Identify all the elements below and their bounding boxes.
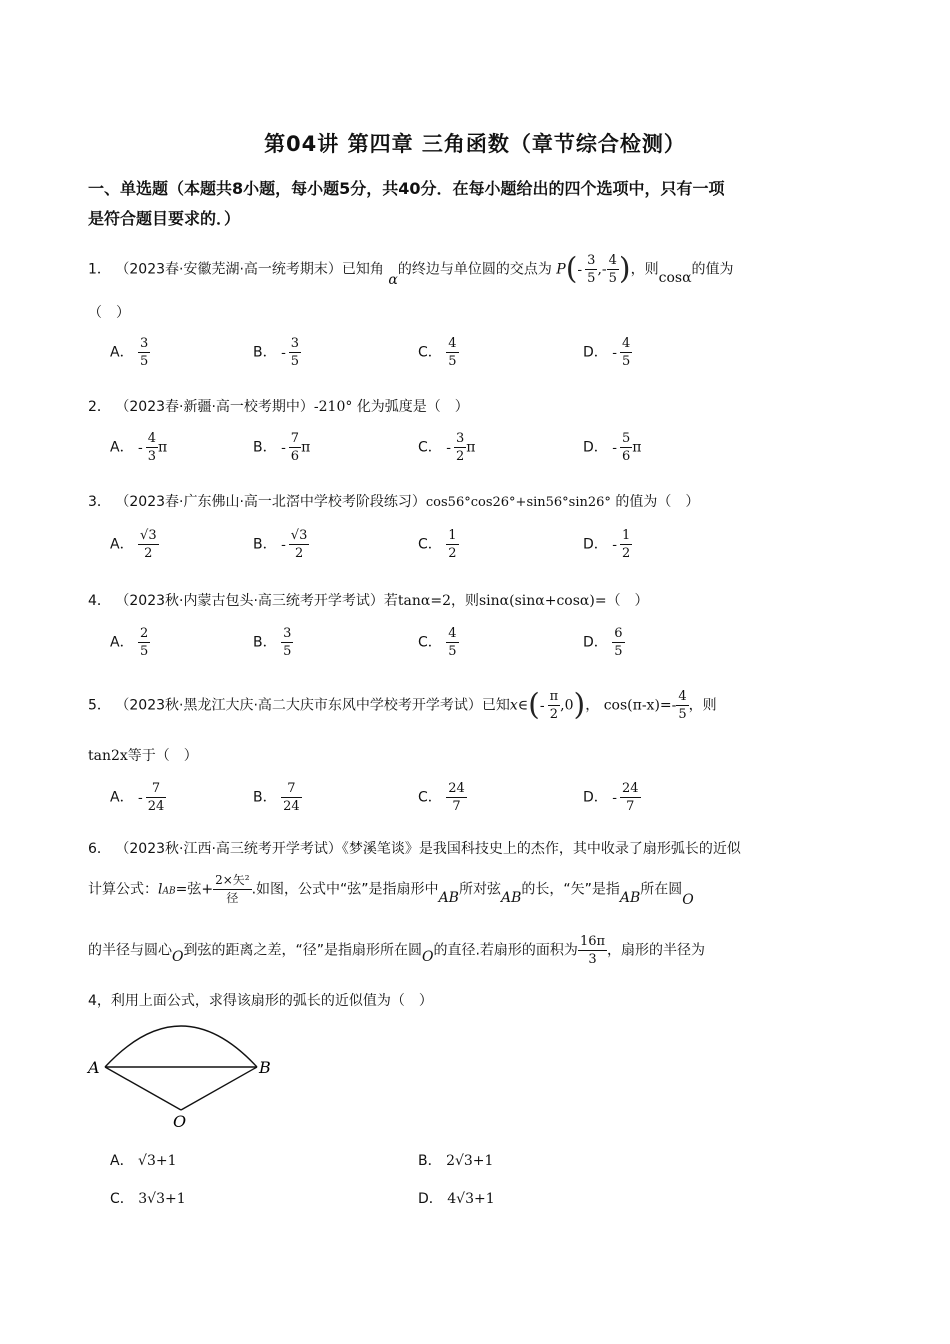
option-d: D． $\frac{6}{5}$ [583,626,623,659]
question-4: 4． （2023秋·内蒙古包头·高三统考开学考试）若tanα=2，则sinα(sinα+cosα)=（ ） [88,593,649,609]
label-o: O [173,1112,187,1130]
section-heading-line1: 一、单选题（本题共8小题，每小题5分，共40分．在每小题给出的四个选项中，只有一项 [88,179,725,198]
label-b: B [259,1058,271,1077]
option-d: D． - $\frac{24}{7}$ [583,781,639,814]
section-heading-line2: 是符合题目要求的．） [88,209,241,228]
sector-arc [105,1026,257,1067]
page-title: 第04讲 第四章 三角函数（章节综合检测） [264,132,686,156]
question-number: 4． [88,593,111,609]
option-a: A． $\frac{√3}{2}$ [110,528,157,561]
fraction: $\frac{4}{5}$ [608,253,617,286]
question-5: 5． （2023秋·黑龙江大庆·高二大庆市东风中学校考开学考试）已知x∈(- $\frac{\pi}{2}$ ,0)， cos(π-x)=- $\frac{4}{5}$ ，则 [88,687,717,723]
question-number: 1． [88,261,111,278]
option-c: C． $\frac{4}{5}$ [418,626,457,659]
question-6-line2: 计算公式：lAB=弦+ $\frac{\text{2×矢²}}{\text{径}}$ .如图，公式中“弦”是指扇形中AB所对弦AB的长，“矢”是指AB所在圆O [88,873,694,908]
question-number: 2． [88,399,111,415]
question-3: 3． （2023春·广东佛山·高一北滘中学校考阶段练习）cos56°cos26°+sin56°sin26° 的值为（ ） [88,494,700,510]
question-source: （2023春·新疆·高一校考期中） [115,399,314,415]
answer-blank: （ ） [88,305,130,321]
question-6-line4: 4，利用上面公式，求得该扇形的弧长的近似值为（ ） [88,993,433,1009]
question-6-line3: 的半径与圆心O到弦的距离之差，“径”是指扇形所在圆O的直径.若扇形的面积为 $\frac{16\pi}{3}$ ，扇形的半径为 [88,934,706,967]
question-2: 2． （2023春·新疆·高一校考期中）-210° 化为弧度是（ ） [88,399,469,415]
option-a: A． - $\frac{4}{3}$ π [110,431,168,464]
option-c: C． $\frac{1}{2}$ [418,528,457,561]
option-a: A． - $\frac{7}{24}$ [110,781,165,814]
label-a: A [88,1058,100,1077]
question-5-line2: tan2x等于（ ） [88,748,198,764]
question-number: 5． [88,697,111,714]
radius-oa [105,1067,181,1110]
option-b: B． - $\frac{3}{5}$ [253,336,300,369]
option-a: A． √3+1 [110,1153,177,1169]
option-d: D． - $\frac{4}{5}$ [583,336,631,369]
question-1: 1． （2023春·安徽芜湖·高一统考期末）已知角 α的终边与单位圆的交点为 P(- $\frac{3}{5}$ ,- $\frac{4}{5}$ )，则cosα的值为 [88,251,734,288]
question-source: （2023春·安徽芜湖·高一统考期末） [115,261,342,278]
question-number: 3． [88,494,111,510]
option-d: D． - $\frac{1}{2}$ [583,528,631,561]
option-c: C． $\frac{24}{7}$ [418,781,465,814]
question-source: （2023秋·黑龙江大庆·高二大庆市东风中学校考开学考试） [115,697,482,714]
question-number: 6． [88,841,111,857]
option-c: C． 3√3+1 [110,1191,186,1207]
option-b: B． $\frac{3}{5}$ [253,626,292,659]
question-source: （2023春·广东佛山·高一北滘中学校考阶段练习） [115,494,426,510]
option-c: C． $\frac{4}{5}$ [418,336,457,369]
question-source: （2023秋·内蒙古包头·高三统考开学考试） [115,593,384,609]
option-d: D． 4√3+1 [418,1191,495,1207]
option-b: B． $\frac{7}{24}$ [253,781,300,814]
option-b: B． - $\frac{7}{6}$ π [253,431,311,464]
option-b: B． 2√3+1 [418,1153,494,1169]
option-c: C． - $\frac{3}{2}$ π [418,431,476,464]
option-a: A． $\frac{2}{5}$ [110,626,149,659]
question-6: 6． （2023秋·江西·高三统考开学考试）《梦溪笔谈》是我国科技史上的杰作，其中收录了扇形弧长的近似 [88,841,741,857]
fraction: $\frac{3}{5}$ [587,253,596,286]
question-source: （2023秋·江西·高三统考开学考试） [115,841,342,857]
radius-ob [181,1067,257,1110]
option-a: A． $\frac{3}{5}$ [110,336,149,369]
sector-figure [85,1015,285,1130]
option-d: D． - $\frac{5}{6}$ π [583,431,642,464]
option-b: B． - $\frac{√3}{2}$ [253,528,308,561]
